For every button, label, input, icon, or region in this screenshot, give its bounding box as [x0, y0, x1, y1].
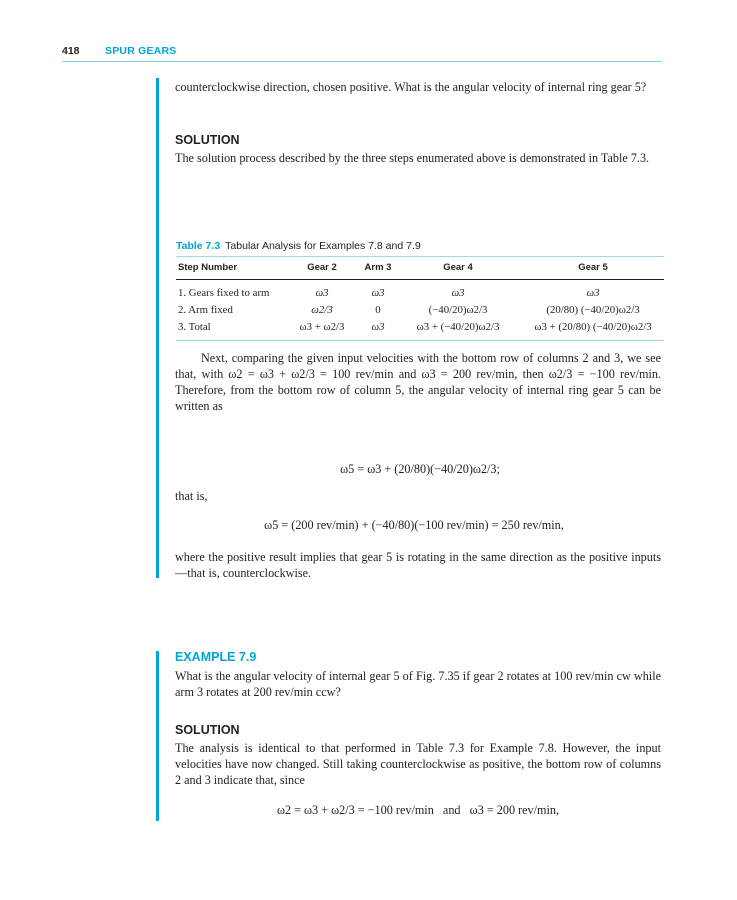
table-cell-r2-step: 2. Arm fixed — [178, 304, 233, 316]
that-is-block — [175, 488, 661, 504]
equation-omega5-numeric: ω5 = (200 rev/min) + (−40/80)(−100 rev/min) = 250 rev/min, — [264, 518, 564, 532]
column-header-gear-2: Gear 2 — [307, 262, 337, 273]
intro-block — [175, 79, 661, 95]
table-label: Table 7.3 — [176, 240, 221, 252]
header-rule — [62, 61, 662, 62]
margin-bar-top — [156, 78, 159, 578]
equation-input-velocities: ω2 = ω3 + ω2/3 = −100 rev/min and ω3 = 200 rev/min, — [276, 803, 560, 817]
column-header-arm-3: Arm 3 — [364, 262, 392, 273]
column-header-gear-5: Gear 5 — [578, 262, 608, 273]
table-bottom-rule — [176, 340, 664, 341]
solution-2-heading: SOLUTION — [175, 723, 240, 737]
table-top-rule — [176, 256, 664, 257]
table-cell-r1-gear5: ω3 — [586, 287, 600, 299]
table-cell-r2-arm3: 0 — [375, 304, 381, 316]
solution-2-text: The analysis is identical to that performed in Table 7.3 for Example 7.8. However, the input velocities have now changed. Still taking counterclockwise as positive, the bottom row of columns 2 and 3 indicate that, since — [175, 741, 661, 787]
page-number: 418 — [62, 45, 80, 57]
table-cell-r1-gear2: ω3 — [315, 287, 329, 299]
example-heading: EXAMPLE 7.9 — [175, 650, 257, 664]
table-cell-r1-arm3: ω3 — [371, 287, 385, 299]
conclusion-block — [175, 549, 661, 581]
column-header-gear-4: Gear 4 — [443, 262, 473, 273]
intro-paragraph: counterclockwise direction, chosen positive. What is the angular velocity of internal ring gear 5? — [175, 80, 647, 94]
table-cell-r3-arm3: ω3 — [371, 321, 385, 333]
table-cell-r2-gear4: (−40/20)ω2/3 — [428, 304, 488, 316]
table-caption — [176, 240, 421, 252]
analysis-paragraph: Next, comparing the given input velocities with the bottom row of columns 2 and 3, we see that, with ω2 = ω3 + ω2/3 = 100 rev/min and ω3 = 200 rev/min, then ω2/3 = −100 rev/min. Therefore, from the bottom row of column 5, the angular velocity of internal ring gear 5 can be written as — [175, 351, 661, 413]
table-cell-r3-gear2: ω3 + ω2/3 — [299, 321, 345, 333]
table-cell-r1-step: 1. Gears fixed to arm — [178, 287, 270, 299]
solution-1 — [175, 133, 661, 166]
running-title: SPUR GEARS — [105, 45, 177, 57]
equation-omega5-symbolic: ω5 = ω3 + (20/80)(−40/20)ω2/3; — [340, 462, 500, 476]
table-cell-r3-step: 3. Total — [178, 321, 211, 333]
table-title: Tabular Analysis for Examples 7.8 and 7.9 — [225, 240, 421, 252]
solution-2 — [175, 723, 661, 788]
example-7-9 — [175, 650, 661, 700]
table-cell-r2-gear2: ω2/3 — [311, 304, 333, 316]
table-header-rule — [176, 279, 664, 280]
margin-bar-bottom — [156, 651, 159, 821]
analysis-block — [175, 350, 661, 414]
table-cell-r3-gear5: ω3 + (20/80) (−40/20)ω2/3 — [534, 321, 652, 333]
conclusion-paragraph: where the positive result implies that gear 5 is rotating in the same direction as the positive inputs—that is, counterclockwise. — [175, 550, 661, 580]
example-text: What is the angular velocity of internal gear 5 of Fig. 7.35 if gear 2 rotates at 100 rev/min cw while arm 3 rotates at 200 rev/min ccw? — [175, 669, 661, 699]
that-is-text: that is, — [175, 489, 208, 503]
table-cell-r1-gear4: ω3 — [451, 287, 465, 299]
table-cell-r3-gear4: ω3 + (−40/20)ω2/3 — [416, 321, 500, 333]
solution-1-text: The solution process described by the three steps enumerated above is demonstrated in Table 7.3. — [175, 151, 650, 165]
column-header-step-number: Step Number — [178, 262, 238, 273]
solution-1-heading: SOLUTION — [175, 133, 240, 147]
running-header — [62, 45, 662, 61]
table-cell-r2-gear5: (20/80) (−40/20)ω2/3 — [546, 304, 640, 316]
